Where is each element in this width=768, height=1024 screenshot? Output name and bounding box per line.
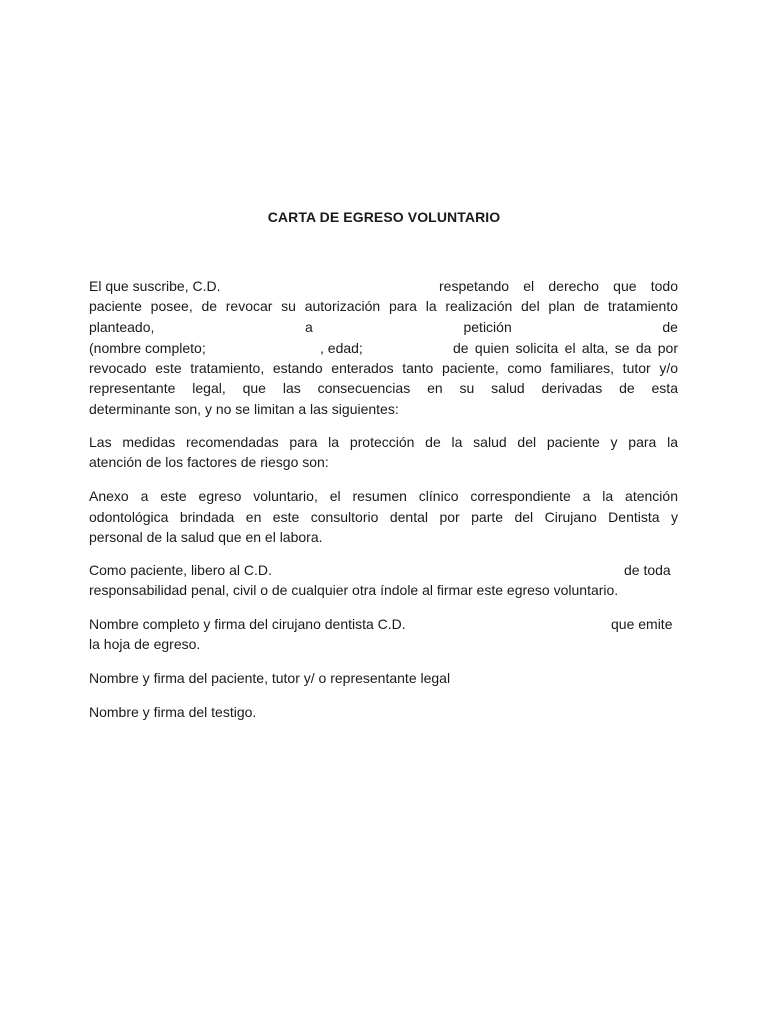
p5-line-1-end: que emite [611, 616, 673, 632]
p7-line: Nombre y firma del testigo. [89, 704, 257, 720]
p1-line-1-end [439, 276, 678, 296]
p1-line-1-start: El que suscribe, C.D. [89, 278, 221, 294]
p1-line-4-part-3: de quien solicita el alta, se da por [453, 340, 678, 356]
p4-line-1 [89, 560, 678, 580]
p4-line-2: responsabilidad penal, civil o de cualquier otra índole al firmar este egreso voluntario. [89, 582, 619, 598]
p5-line-1-start: Nombre completo y firma del cirujano dentista C.D. [89, 616, 406, 632]
p1-line-2: paciente posee, de revocar su autorización para la realización del plan de tratamiento [89, 298, 678, 314]
p2-line-1: Las medidas recomendadas para la protección de la salud del paciente y para la [89, 434, 678, 450]
p1-line-5: revocado este tratamiento, estando enterados tanto paciente, como familiares, tutor y/o [89, 360, 678, 376]
p1-line-7: determinante son, y no se limitan a las siguientes: [89, 401, 399, 417]
p4-line-1-end: de toda [624, 562, 671, 578]
p3-line-1: Anexo a este egreso voluntario, el resumen clínico correspondiente a la atención [89, 488, 678, 504]
p1-line-4-part-1: (nombre completo; [89, 340, 206, 356]
p1-line-3 [89, 317, 678, 337]
document-title: CARTA DE EGRESO VOLUNTARIO [267, 209, 501, 225]
p1-line-1-end-text: respetando el derecho que todo [439, 278, 678, 294]
p1-line-6: representante legal, que las consecuencias en su salud derivadas de esta [89, 380, 678, 396]
p3-line-2: odontológica brindada en este consultorio dental por parte del Cirujano Dentista y [89, 509, 678, 525]
p1-line-3-word-4: de [662, 319, 678, 335]
p1-line-4 [89, 338, 678, 358]
p6-line: Nombre y firma del paciente, tutor y/ o representante legal [89, 670, 451, 686]
p1-line-3-word-1: planteado, [89, 319, 155, 335]
p3-line-3: personal de la salud que en el labora. [89, 529, 323, 545]
p1-line-3-word-3: petición [463, 319, 512, 335]
p2-line-2: atención de los factores de riesgo son: [89, 454, 329, 470]
p4-line-1-start: Como paciente, libero al C.D. [89, 562, 272, 578]
p1-line-1 [89, 276, 678, 296]
p5-line-1 [89, 614, 678, 634]
p1-line-3-word-2: a [305, 319, 313, 335]
p5-line-2: la hoja de egreso. [89, 636, 201, 652]
p1-line-4-part-2: , edad; [320, 340, 363, 356]
